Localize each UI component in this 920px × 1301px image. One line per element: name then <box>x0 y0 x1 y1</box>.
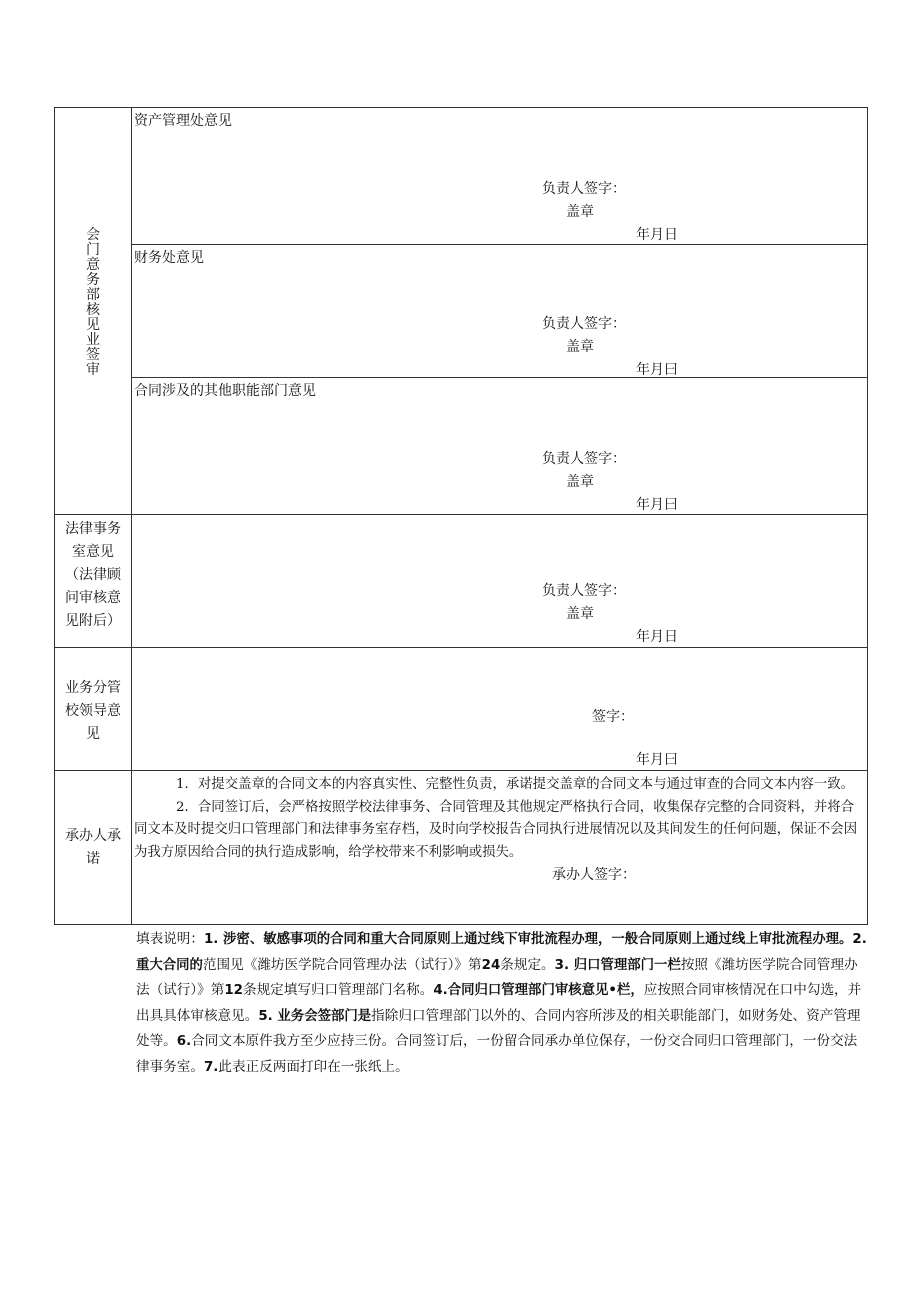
legal-office-opinion-cell[interactable] <box>132 515 868 648</box>
asset-management-opinion-title: 资产管理处意见 <box>134 113 232 129</box>
finance-signer-label: 负责人签字： <box>542 316 626 332</box>
asset-stamp-label: 盖章 <box>566 204 594 220</box>
asset-date-label: 年月日 <box>636 227 678 243</box>
leader-opinion-cell[interactable] <box>132 648 868 771</box>
form-instructions: 填表说明：1. 涉密、敏感事项的合同和重大合同原则上通过线下审批流程办理，一般合同原则上通过线上审批流程办理。2. 重大合同的范围见《潍坊医学院合同管理办法（试行）》第24条规定。3. 归口管理部门一栏按照《潍坊医学院合同管理办法（试行）》第12条规定填写归口管理部门名称。4.合同归口管理部门审核意见•栏，应按照合同审核情况在口中勾选，并出具具体审核意见。5. 业务会签部门是指除归口管理部门以外的、合同内容所涉及的相关职能部门，如财务处、资产管理处等。6.合同文本原件我方至少应持三份。合同签订后，一份留合同承办单位保存，一份交合同归口管理部门，一份交法律事务室。7.此表正反两面打印在一张纸上。 <box>136 931 867 1075</box>
leader-label-cell <box>55 648 132 771</box>
promise-paragraph-2: 2．合同签订后，会严格按照学校法律事务、合同管理及其他规定严格执行合同，收集保存完整的合同资料，并将合同文本及时提交归口管理部门和法律事务室存档，及时向学校报告合同执行进展情况以及其间发生的任何问题，保证不会因为我方原因给合同的执行造成影响，给学校带来不利影响或损失。 <box>134 799 858 860</box>
legal-date-label: 年月日 <box>636 629 678 645</box>
other-dept-signer-label: 负责人签字： <box>542 451 626 467</box>
finance-opinion-title: 财务处意见 <box>134 250 204 266</box>
leader-date-label: 年月曰 <box>636 752 678 768</box>
other-dept-stamp-label: 盖章 <box>566 474 594 490</box>
legal-office-label: 法律事务 室意见 （法律顾 问审核意 见附后） <box>65 521 121 629</box>
leader-label: 业务分管 校领导意 见 <box>65 680 121 742</box>
promise-content-cell <box>132 771 868 925</box>
other-dept-date-label: 年月曰 <box>636 497 678 513</box>
finance-date-label: 年月曰 <box>636 362 678 378</box>
legal-stamp-label: 盖章 <box>566 606 594 622</box>
other-dept-opinion-cell[interactable] <box>132 378 868 515</box>
promise-label-cell <box>55 771 132 925</box>
finance-stamp-label: 盖章 <box>566 339 594 355</box>
promise-text <box>132 771 867 887</box>
legal-signer-label: 负责人签字： <box>542 583 626 599</box>
promise-label: 承办人承 诺 <box>65 827 121 867</box>
countersign-label-cell <box>55 108 132 515</box>
approval-table <box>54 107 868 925</box>
legal-office-label-cell <box>55 515 132 648</box>
other-dept-opinion-title: 合同涉及的其他职能部门意见 <box>134 383 316 399</box>
asset-signer-label: 负责人签字： <box>542 181 626 197</box>
promise-paragraph-1: 1．对提交盖章的合同文本的内容真实性、完整性负责，承诺提交盖章的合同文本与通过审查的合同文本内容一致。 <box>176 777 855 792</box>
finance-opinion-cell[interactable] <box>132 245 868 378</box>
promise-signer-label: 承办人签字： <box>552 867 636 883</box>
leader-signer-label: 签字： <box>592 709 634 725</box>
asset-management-opinion-cell[interactable] <box>132 108 868 245</box>
countersign-label: 会门意务部核见业签审 <box>86 227 100 378</box>
